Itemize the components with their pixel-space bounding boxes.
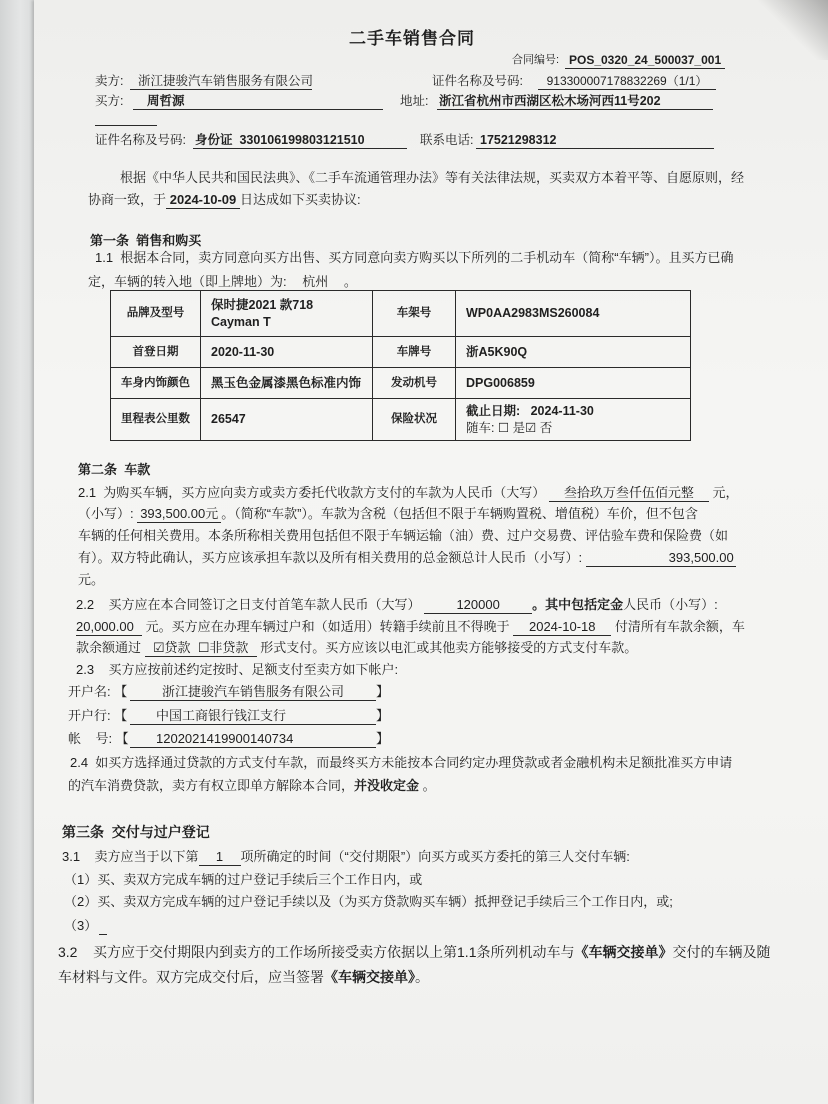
seller-name-field xyxy=(130,72,312,90)
option-3-label: （3） xyxy=(64,918,98,933)
mileage-label: 里程表公里数 xyxy=(111,399,201,441)
engine-value: DPG006859 xyxy=(456,368,691,399)
plate-label: 车牌号 xyxy=(373,337,456,368)
clause-2-1-line-4 xyxy=(78,549,736,567)
buyer-phone: 17521298312 xyxy=(476,132,714,149)
account-name-row xyxy=(68,683,389,701)
article-2-heading: 第二条 车款 xyxy=(78,462,151,477)
account-number: 1202021419900140734 xyxy=(130,731,376,748)
engine-label: 发动机号 xyxy=(373,368,456,399)
vin-value: WP0AA2983MS260084 xyxy=(456,291,691,337)
address-field xyxy=(437,92,713,110)
table-row xyxy=(111,337,691,368)
contract-number-row xyxy=(512,51,725,69)
delivery-option-3 xyxy=(64,917,107,935)
table-row xyxy=(111,291,691,337)
table-row xyxy=(111,399,691,441)
first-payment: 120000 xyxy=(424,597,532,614)
plate-value: 浙A5K90Q xyxy=(456,337,691,368)
registration-city: 杭州 xyxy=(290,274,340,291)
clause-text: 车材料与文件。双方完成交付后，应当签署 xyxy=(58,969,324,985)
seller-label: 卖方: xyxy=(95,74,124,88)
clause-3-1 xyxy=(62,848,630,866)
price-in-words: 叁拾玖万叁仟伍佰元整 xyxy=(549,485,709,502)
account-name: 浙江捷骏汽车销售服务有限公司 xyxy=(130,684,376,701)
preamble-text: 协商一致，于 xyxy=(88,192,167,207)
forfeit-deposit-text: 并没收定金 xyxy=(354,778,420,793)
clause-text: 3.1 卖方应当于以下第 xyxy=(62,849,199,864)
clause-text: 。（简称“车款”）。车款为含税（包括但不限于车辆购置税、增值税）车价，但不包含 xyxy=(221,506,698,521)
insurance-expiry-date: 2024-11-30 xyxy=(530,403,594,418)
buyer-id: 身份证 330106199803121510 xyxy=(193,132,407,149)
vehicle-info-table xyxy=(110,290,691,441)
article-1-heading: 第一条 销售和购买 xyxy=(90,233,202,248)
account-name-label: 开户名: 【 xyxy=(68,684,128,699)
clause-2-3: 2.3 买方应按前述约定按时、足额支付至卖方如下帐户: xyxy=(76,662,399,677)
clause-1-1-line-2 xyxy=(88,273,357,291)
buyer-name: 周哲源 xyxy=(133,93,383,110)
handover-form-name: 《车辆交接单》 xyxy=(574,944,673,960)
underlying-page-edge xyxy=(0,0,34,1104)
clause-2-1-line-5: 元。 xyxy=(78,572,105,587)
phone-label: 联系电话: xyxy=(420,133,474,147)
first-registration-label: 首登日期 xyxy=(111,337,201,368)
bracket-close: 】 xyxy=(376,708,390,723)
clause-2-2-line-2 xyxy=(76,618,745,636)
insurance-expiry-row xyxy=(466,403,690,420)
bank-label: 开户行: 【 xyxy=(68,708,128,723)
clause-text: 款余额通过 xyxy=(76,640,145,655)
delivery-option-1: （1）买、卖双方完成车辆的过户登记手续后三个工作日内，或 xyxy=(64,872,423,887)
bank-row xyxy=(68,707,389,725)
brand-label: 品牌及型号 xyxy=(111,291,201,337)
seller-id-label: 证件名称及号码: xyxy=(432,74,523,88)
buyer-id-label: 证件名称及号码: xyxy=(95,133,186,147)
bracket-close: 】 xyxy=(376,684,390,699)
clause-text: 3.2 买方应于交付期限内到卖方的工作场所接受卖方依据以上第1.1条所列机动车与 xyxy=(58,944,575,960)
seller-id-field xyxy=(538,72,716,90)
brand-value xyxy=(201,291,373,337)
clause-2-1-line-1 xyxy=(78,484,739,502)
insurance-onboard: 随车: ☐ 是☑ 否 xyxy=(466,420,553,435)
vin-label: 车架号 xyxy=(373,291,456,337)
clause-text: 。 xyxy=(419,778,436,793)
phone-field xyxy=(476,131,714,149)
clause-text: 人民币（小写）: xyxy=(623,597,718,612)
buyer-name-field xyxy=(133,92,383,110)
address-label: 地址: xyxy=(400,94,429,108)
mileage-value: 26547 xyxy=(201,399,373,441)
blank-line xyxy=(95,125,157,126)
seller-id: 913300007178832269（1/1） xyxy=(538,73,716,90)
agreement-date: 2024-10-09 xyxy=(166,192,240,209)
clause-2-4-line-1: 2.4 如买方选择通过贷款的方式支付车款，而最终买方未能按本合同约定办理贷款或者金融机构未足额批准买方申请 xyxy=(70,755,733,770)
article-3-heading: 第三条 交付与过户登记 xyxy=(62,824,210,840)
clause-text: 。 xyxy=(340,274,357,289)
clause-text: 定，车辆的转入地（即上牌地）为: xyxy=(88,274,291,289)
clause-text: 的汽车消费贷款，卖方有权立即单方解除本合同， xyxy=(68,778,355,793)
clause-text: 交付的车辆及随 xyxy=(672,944,771,960)
clause-text: 项所确定的时间（“交付期限”）向买方或买方委托的第三人交付车辆: xyxy=(240,849,630,864)
color-value: 黑玉色金属漆黑色标准内饰 xyxy=(201,368,373,399)
delivery-option-number: 1 xyxy=(199,849,241,866)
insurance-expiry-label: 截止日期: xyxy=(466,403,531,418)
clause-text: （小写）: xyxy=(78,506,138,521)
handover-form-name: 《车辆交接单》 xyxy=(324,969,415,985)
clause-text: 有）。双方特此确认，买方应该承担车款以及所有相关费用的总金额总计人民币（小写）: xyxy=(78,550,586,565)
preamble-line-1: 根据《中华人民共和国民法典》、《二手车流通管理办法》等有关法律法规，买卖双方本着平等、自愿原则，经 xyxy=(120,170,745,185)
clause-text: 。 xyxy=(415,969,429,985)
preamble-line-2 xyxy=(88,191,361,209)
buyer-address: 浙江省杭州市西湖区松木场河西11号202 xyxy=(437,93,713,110)
insurance-label: 保险状况 xyxy=(373,399,456,441)
price-in-figures: 393,500.00元 xyxy=(137,506,221,523)
balance-deadline: 2024-10-18 xyxy=(513,619,611,636)
table-row xyxy=(111,368,691,399)
delivery-option-2: （2）买、卖双方完成车辆的过户登记手续以及（为买方贷款购买车辆）抵押登记手续后三个工作日内，或; xyxy=(64,894,673,909)
clause-2-4-line-2 xyxy=(68,777,436,795)
seller-name: 浙江捷骏汽车销售服务有限公司 xyxy=(130,73,312,90)
contract-number-label: 合同编号: xyxy=(512,54,560,66)
option-3-blank xyxy=(99,934,107,935)
brand-line-2: Cayman T xyxy=(211,314,271,329)
clause-3-2-line-2 xyxy=(58,967,429,987)
bracket-close: 】 xyxy=(376,731,390,746)
total-amount: 393,500.00 xyxy=(586,550,736,567)
clause-text: 2.1 为购买车辆，买方应向卖方或卖方委托代收款方支付的车款为人民币（大写） xyxy=(78,485,549,500)
clause-3-2-line-1 xyxy=(58,942,770,962)
color-label: 车身内饰颜色 xyxy=(111,368,201,399)
bank-name: 中国工商银行钱江支行 xyxy=(130,708,376,725)
contract-title: 二手车销售合同 xyxy=(349,29,475,48)
clause-2-1-line-2 xyxy=(78,505,698,523)
clause-text: 元。买方应在办理车辆过户和（如适用）转籍手续前且不得晚于 xyxy=(142,619,514,634)
clause-2-2-line-3 xyxy=(76,639,637,657)
first-registration-value: 2020-11-30 xyxy=(201,337,373,368)
buyer-label: 买方: xyxy=(95,94,124,108)
clause-1-1-line-1: 1.1 根据本合同，卖方同意向买方出售、买方同意向卖方购买以下所列的二手机动车（简称“车辆”）。且买方已确 xyxy=(95,250,734,265)
clause-2-1-line-3: 车辆的任何相关费用。本条所称相关费用包括但不限于车辆运输（油）费、过户交易费、评估验车费和保险费（如 xyxy=(78,528,729,543)
clause-text: 付清所有车款余额，车 xyxy=(611,619,745,634)
clause-text: 元， xyxy=(708,485,739,500)
account-number-row xyxy=(68,730,389,748)
deposit-amount: 20,000.00 xyxy=(76,619,142,636)
clause-text: 2.2 买方应在本合同签订之日支付首笔车款人民币（大写） xyxy=(76,597,425,612)
account-number-label: 帐 号: 【 xyxy=(68,731,129,746)
brand-line-1: 保时捷2021 款718 xyxy=(211,297,314,312)
buyer-id-field xyxy=(193,131,407,149)
preamble-text: 日达成如下买卖协议: xyxy=(240,192,361,207)
clause-2-2-line-1 xyxy=(76,596,718,614)
payment-method: ☑贷款 ☐非贷款 xyxy=(145,640,257,657)
contract-number-value: POS_0320_24_500037_001 xyxy=(565,52,725,69)
clause-text: 形式支付。买方应该以电汇或其他卖方能够接受的方式支付车款。 xyxy=(256,640,638,655)
insurance-value xyxy=(456,399,691,441)
deposit-included-text: 。其中包括定金 xyxy=(532,597,624,612)
